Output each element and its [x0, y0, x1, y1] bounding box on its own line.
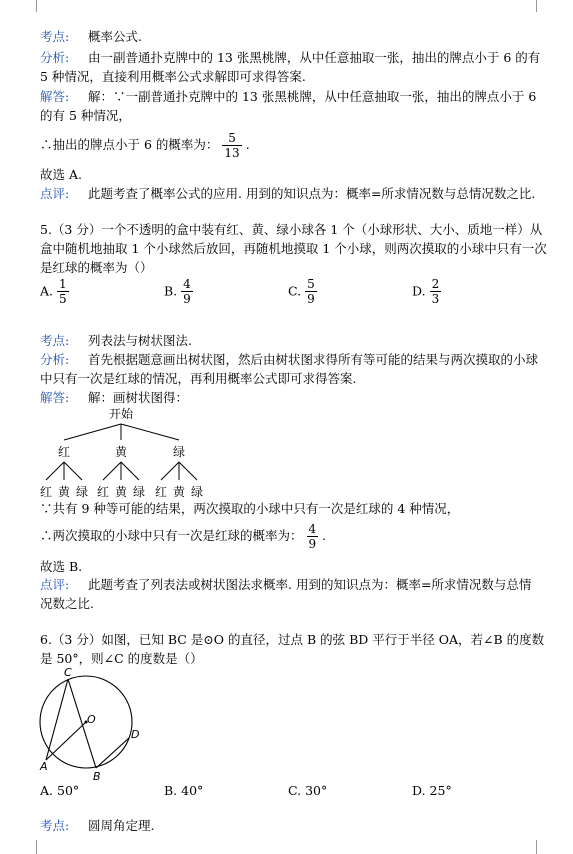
label-dianping: 点评:	[40, 186, 70, 201]
q5-jieda-text: 解：画树状图得：	[88, 390, 189, 405]
probability-tree-diagram	[36, 404, 216, 504]
tree-leaf-red: 红	[154, 485, 168, 499]
q4-fenxi-text-2: 5 种情况，直接利用概率公式求解即可求得答案.	[40, 69, 306, 84]
q6-stem-2: 是 50°，则∠C 的度数是（）	[40, 651, 203, 666]
q5-option-b[interactable]	[164, 277, 197, 306]
q6-stem-line-1	[40, 631, 545, 649]
label-kaodian: 考点:	[40, 333, 70, 348]
q5-stem-1: 5.（3 分）一个不透明的盒中装有红、黄、绿小球各 1 个（小球形状、大小、质地一样）从	[40, 222, 543, 237]
q5-solution-line-1	[40, 500, 545, 518]
q5-option-b-label: B.	[164, 283, 178, 299]
q6-option-c-value: 30°	[305, 783, 328, 798]
q6-option-b[interactable]	[164, 782, 203, 800]
q6-kaodian-line	[40, 817, 545, 835]
tree-level1-yellow: 黄	[114, 445, 128, 459]
q5-dianping-text-1: 此题考查了列表法或树状图法求概率. 用到的知识点为：概率=所求情况数与总情	[88, 577, 532, 592]
q6-option-b-value: 40°	[181, 783, 204, 798]
q5-option-a-fraction	[57, 277, 69, 306]
q4-answer: 故选 A.	[40, 167, 82, 182]
circle-geometry-figure	[30, 664, 150, 782]
label-point-b: B	[93, 770, 101, 782]
q6-option-a-value: 50°	[57, 783, 80, 798]
q5-option-a-label: A.	[40, 283, 54, 299]
q5-option-b-den: 9	[183, 292, 191, 306]
q5-stem-line-2	[40, 240, 545, 258]
q5-dianping-line	[40, 576, 545, 594]
q4-jieda-line	[40, 88, 545, 106]
q5-stem-3: 是红球的概率为（）	[40, 260, 153, 275]
tree-level1-red: 红	[57, 445, 71, 459]
q5-kaodian-text: 列表法与树状图法.	[88, 333, 192, 348]
q6-option-d-value: 25°	[429, 783, 452, 798]
corner-mark-top-right	[536, 0, 551, 12]
q4-probability-line	[40, 130, 545, 160]
tree-root: 开始	[108, 407, 134, 421]
q5-kaodian-line	[40, 332, 545, 350]
tree-leaf-red: 红	[39, 485, 53, 499]
tree-leaf-green: 绿	[75, 485, 89, 499]
q5-option-c-fraction	[305, 277, 317, 306]
q4-fenxi-line-2	[40, 68, 545, 86]
label-kaodian: 考点:	[40, 29, 70, 44]
q5-fenxi-line-2	[40, 370, 545, 388]
q6-option-a-label: A.	[40, 783, 54, 798]
q5-sol-1: ∵共有 9 种等可能的结果，两次摸取的小球中只有一次是红球的 4 种情况，	[40, 501, 460, 516]
q5-stem-2: 盒中随机地抽取 1 个小球然后放回，再随机地摸取 1 个小球，则两次摸取的小球中只有一次	[40, 241, 547, 256]
tree-leaf-green: 绿	[132, 485, 146, 499]
q6-option-b-label: B.	[164, 783, 178, 798]
tree-leaf-yellow: 黄	[57, 485, 71, 499]
q5-prob-fraction	[307, 522, 319, 551]
label-fenxi: 分析:	[40, 352, 70, 367]
q5-option-d-num: 2	[431, 277, 440, 291]
q5-option-d-fraction	[430, 277, 442, 306]
q6-stem-1: 6.（3 分）如图，已知 BC 是⊙O 的直径，过点 B 的弦 BD 平行于半径 OA，若∠B 的度数	[40, 632, 545, 647]
q5-option-b-num: 4	[183, 277, 191, 291]
q4-fenxi-text-1: 由一副普通扑克牌中的 13 张黑桃牌，从中任意抽取一张，抽出的牌点小于 6 的有	[88, 50, 541, 65]
q4-prob-text: ∴抽出的牌点小于 6 的概率为：	[40, 137, 219, 152]
label-jieda: 解答:	[40, 390, 70, 405]
q5-option-d[interactable]	[412, 277, 445, 306]
q5-option-a-den: 5	[59, 292, 67, 306]
q5-answer-line	[40, 558, 545, 576]
q6-kaodian-text: 圆周角定理.	[88, 818, 155, 833]
tree-leaf-yellow: 黄	[172, 485, 186, 499]
q5-option-b-fraction	[181, 277, 193, 306]
q4-kaodian-line	[40, 28, 545, 46]
label-kaodian: 考点:	[40, 818, 70, 833]
q5-prob-end: .	[322, 528, 327, 543]
q4-jieda-text-1: 解：∵一副普通扑克牌中的 13 张黑桃牌，从中任意抽取一张，抽出的牌点小于 6	[88, 89, 537, 104]
q5-option-c-label: C.	[288, 283, 302, 299]
label-point-d: D	[131, 728, 140, 741]
corner-mark-top-left	[22, 0, 37, 12]
q4-fenxi-line	[40, 49, 545, 67]
q5-option-c-num: 5	[307, 277, 315, 291]
corner-mark-bottom-left	[22, 840, 37, 854]
label-jieda: 解答:	[40, 89, 70, 104]
tree-leaf-yellow: 黄	[114, 485, 128, 499]
q6-option-c-label: C.	[288, 783, 302, 798]
q4-jieda-text-2: 的有 5 种情况，	[40, 108, 131, 123]
tree-leaf-red: 红	[96, 485, 110, 499]
q4-jieda-line-2	[40, 107, 545, 125]
q5-option-a[interactable]	[40, 277, 73, 306]
tree-level1-green: 绿	[172, 445, 186, 459]
q5-probability-line	[40, 521, 545, 551]
q6-option-a[interactable]	[40, 782, 79, 800]
q5-option-c[interactable]	[288, 277, 321, 306]
q4-dianping-line	[40, 185, 545, 203]
q6-option-d[interactable]	[412, 782, 452, 800]
q5-dianping-text-2: 况数之比.	[40, 596, 94, 611]
q4-answer-line	[40, 166, 545, 184]
q5-dianping-line-2	[40, 595, 545, 613]
q4-prob-end: .	[245, 137, 250, 152]
q4-dianping-text: 此题考查了概率公式的应用. 用到的知识点为：概率=所求情况数与总情况数之比.	[88, 186, 536, 201]
q5-stem-line-1	[40, 221, 545, 239]
q4-kaodian-text: 概率公式.	[88, 29, 142, 44]
q5-option-d-label: D.	[412, 283, 426, 299]
q5-prob-denominator: 9	[308, 537, 317, 551]
label-fenxi: 分析:	[40, 50, 70, 65]
q5-fenxi-text-1: 首先根据题意画出树状图，然后由树状图求得所有等可能的结果与两次摸取的小球	[88, 352, 539, 367]
tree-leaf-green: 绿	[190, 485, 204, 499]
q4-prob-numerator: 5	[228, 131, 236, 145]
q5-prob-text: ∴两次摸取的小球中只有一次是红球的概率为：	[40, 528, 303, 543]
q5-prob-numerator: 4	[308, 522, 317, 536]
q6-option-c[interactable]	[288, 782, 327, 800]
label-point-c: C	[64, 666, 72, 679]
label-dianping: 点评:	[40, 577, 70, 592]
corner-mark-bottom-right	[536, 840, 551, 854]
q5-option-d-den: 3	[431, 292, 440, 306]
q5-fenxi-line	[40, 351, 545, 369]
label-point-a: A	[40, 760, 48, 773]
q5-option-c-den: 9	[307, 292, 315, 306]
q5-answer: 故选 B.	[40, 559, 83, 574]
q5-option-a-num: 1	[59, 277, 67, 291]
q4-prob-denominator: 13	[224, 146, 240, 160]
q5-fenxi-text-2: 中只有一次是红球的情况，再利用概率公式即可求得答案.	[40, 371, 357, 386]
q4-prob-fraction	[222, 131, 241, 160]
q6-option-d-label: D.	[412, 783, 426, 798]
label-point-o: O	[87, 713, 96, 726]
q5-stem-line-3	[40, 259, 545, 277]
